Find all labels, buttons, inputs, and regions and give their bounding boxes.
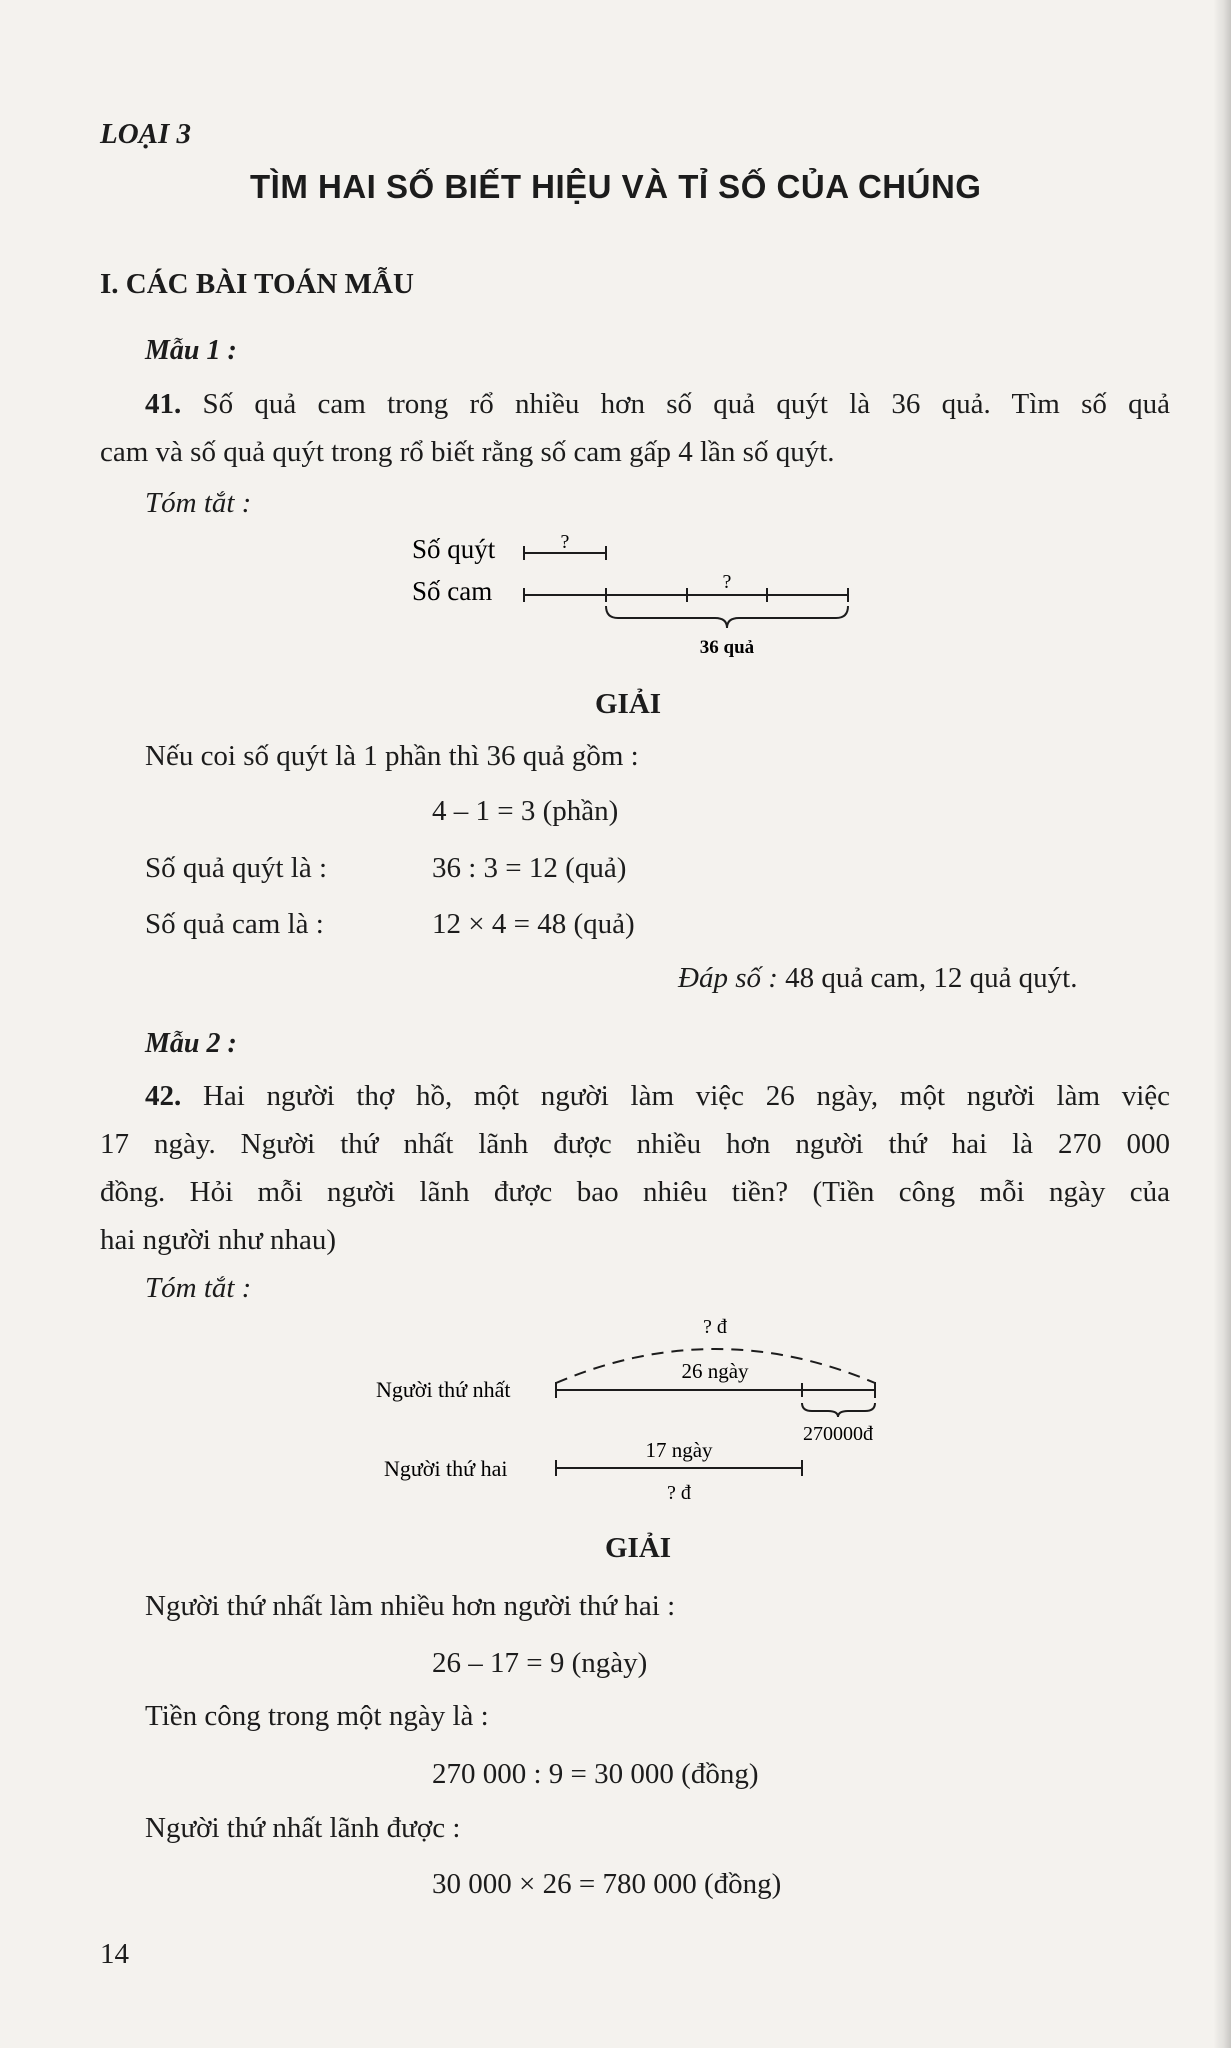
diagram1-label-b: Số cam: [412, 576, 493, 606]
diagram1-difference: 36 quả: [699, 637, 755, 658]
example2-step3: Người thứ nhất lãnh được :: [145, 1812, 461, 1844]
example1-calc1: 4 – 1 = 3 (phần): [432, 795, 619, 827]
example2-solution-title: GIẢI: [605, 1532, 672, 1564]
diagram2-difference: 270000đ: [803, 1423, 873, 1445]
diagram2-label-a: Người thứ nhất: [376, 1377, 511, 1402]
example2-problem: [100, 1072, 1170, 1264]
example2-label: Mẫu 2 :: [145, 1028, 237, 1059]
example2-calc3: 30 000 × 26 = 780 000 (đồng): [432, 1868, 782, 1900]
example1-solution-title: GIẢI: [595, 688, 662, 720]
example1-number: 41.: [145, 388, 182, 420]
example1-step1: Nếu coi số quýt là 1 phần thì 36 quả gồm :: [145, 740, 639, 772]
example1-problem: [100, 380, 1170, 476]
example1-label: Mẫu 1 :: [145, 335, 237, 366]
example1-calc3: 12 × 4 = 48 (quả): [432, 908, 635, 940]
example2-diagram: [370, 1305, 930, 1515]
diagram1-question-b: ?: [722, 571, 732, 593]
example1-answer-value: 48 quả cam, 12 quả quýt.: [785, 962, 1078, 994]
example1-answer: [678, 962, 1078, 995]
diagram2-question-b: ? đ: [667, 1482, 691, 1504]
example1-summary-label: Tóm tắt :: [145, 487, 252, 519]
diagram2-brace: [802, 1403, 875, 1417]
example1-diagram: [400, 528, 880, 668]
page-edge-shadow: [1213, 0, 1231, 2048]
diagram2-days-b: 17 ngày: [645, 1438, 713, 1462]
example2-problem-line4: hai người như nhau): [100, 1224, 337, 1256]
example2-problem-line3: đồng. Hỏi mỗi người lãnh được bao nhiêu tiền? (Tiền công mỗi ngày của: [100, 1176, 1170, 1208]
example2-step2: Tiền công trong một ngày là :: [145, 1700, 489, 1732]
example1-problem-line2: cam và số quả quýt trong rổ biết rằng số cam gấp 4 lần số quýt.: [100, 436, 835, 468]
example1-step3-label: Số quả cam là :: [145, 908, 324, 940]
diagram2-question-a: ? đ: [703, 1316, 727, 1338]
diagram1-label-a: Số quýt: [412, 534, 496, 564]
example1-calc2: 36 : 3 = 12 (quả): [432, 852, 627, 884]
example1-problem-line1: Số quả cam trong rổ nhiều hơn số quả quýt là 36 quả. Tìm số quả: [202, 388, 1171, 420]
example2-step1: Người thứ nhất làm nhiều hơn người thứ hai :: [145, 1590, 676, 1622]
example1-answer-label: Đáp số :: [678, 962, 778, 994]
example1-step2-label: Số quả quýt là :: [145, 852, 328, 884]
diagram2-days-a: 26 ngày: [681, 1359, 749, 1383]
example2-problem-line1: Hai người thợ hồ, một người làm việc 26 ngày, một người làm việc: [202, 1080, 1171, 1112]
example2-problem-line2: 17 ngày. Người thứ nhất lãnh được nhiều hơn người thứ hai là 270 000: [100, 1128, 1170, 1160]
page-number: 14: [100, 1938, 129, 1970]
page-title: TÌM HAI SỐ BIẾT HIỆU VÀ TỈ SỐ CỦA CHÚNG: [250, 168, 982, 205]
type-label: LOẠI 3: [100, 118, 192, 150]
diagram2-label-b: Người thứ hai: [384, 1456, 508, 1481]
example2-calc2: 270 000 : 9 = 30 000 (đồng): [432, 1758, 759, 1790]
example2-number: 42.: [145, 1080, 182, 1112]
diagram1-question-a: ?: [560, 531, 570, 553]
section-heading: I. CÁC BÀI TOÁN MẪU: [100, 268, 414, 300]
example2-calc1: 26 – 17 = 9 (ngày): [432, 1647, 648, 1679]
example2-summary-label: Tóm tắt :: [145, 1272, 252, 1304]
diagram1-brace: [606, 606, 848, 628]
